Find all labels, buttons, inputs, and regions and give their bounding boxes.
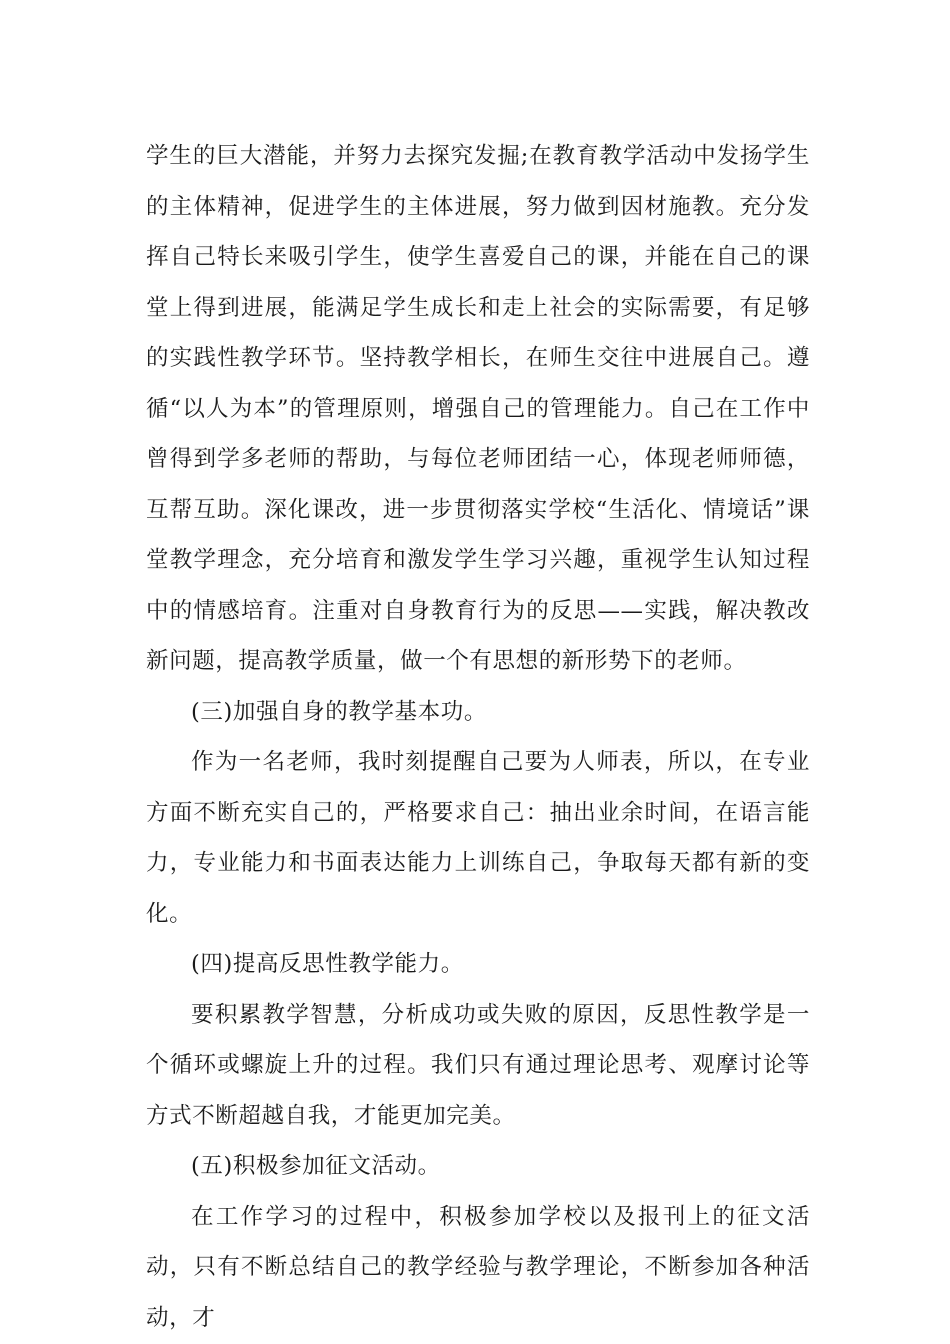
body-paragraph: 要积累教学智慧，分析成功或失败的原因，反思性教学是一个循环或螺旋上升的过程。我们只有通过理论思考、观摩讨论等方式不断超越自我，才能更加完美。	[146, 1001, 810, 1129]
section-heading-5: (五)积极参加征文活动。	[191, 1153, 441, 1179]
document-body	[146, 131, 810, 1343]
section-heading-4: (四)提高反思性教学能力。	[191, 951, 464, 977]
body-paragraph: 作为一名老师，我时刻提醒自己要为人师表，所以，在专业方面不断充实自己的，严格要求自己：抽出业余时间，在语言能力，专业能力和书面表达能力上训练自己，争取每天都有新的变化。	[146, 749, 810, 927]
body-paragraph: 学生的巨大潜能，并努力去探究发掘;在教育教学活动中发扬学生的主体精神，促进学生的主体进展，努力做到因材施教。充分发挥自己特长来吸引学生，使学生喜爱自己的课，并能在自己的课堂上得到进展，能满足学生成长和走上社会的实际需要，有足够的实践性教学环节。坚持教学相长，在师生交往中进展自己。遵循“以人为本”的管理原则，增强自己的管理能力。自己在工作中曾得到学多老师的帮助，与每位老师团结一心，体现老师师德，互帮互助。深化课改，进一步贯彻落实学校“生活化、情境话”课堂教学理念，充分培育和激发学生学习兴趣，重视学生认知过程中的情感培育。注重对自身教育行为的反思——实践，解决教改新问题，提高教学质量，做一个有思想的新形势下的老师。	[146, 143, 810, 674]
section-heading-3: (三)加强自身的教学基本功。	[191, 698, 487, 725]
body-paragraph: 在工作学习的过程中，积极参加学校以及报刊上的征文活动，只有不断总结自己的教学经验与教学理论，不断参加各种活动，才	[146, 1203, 810, 1331]
